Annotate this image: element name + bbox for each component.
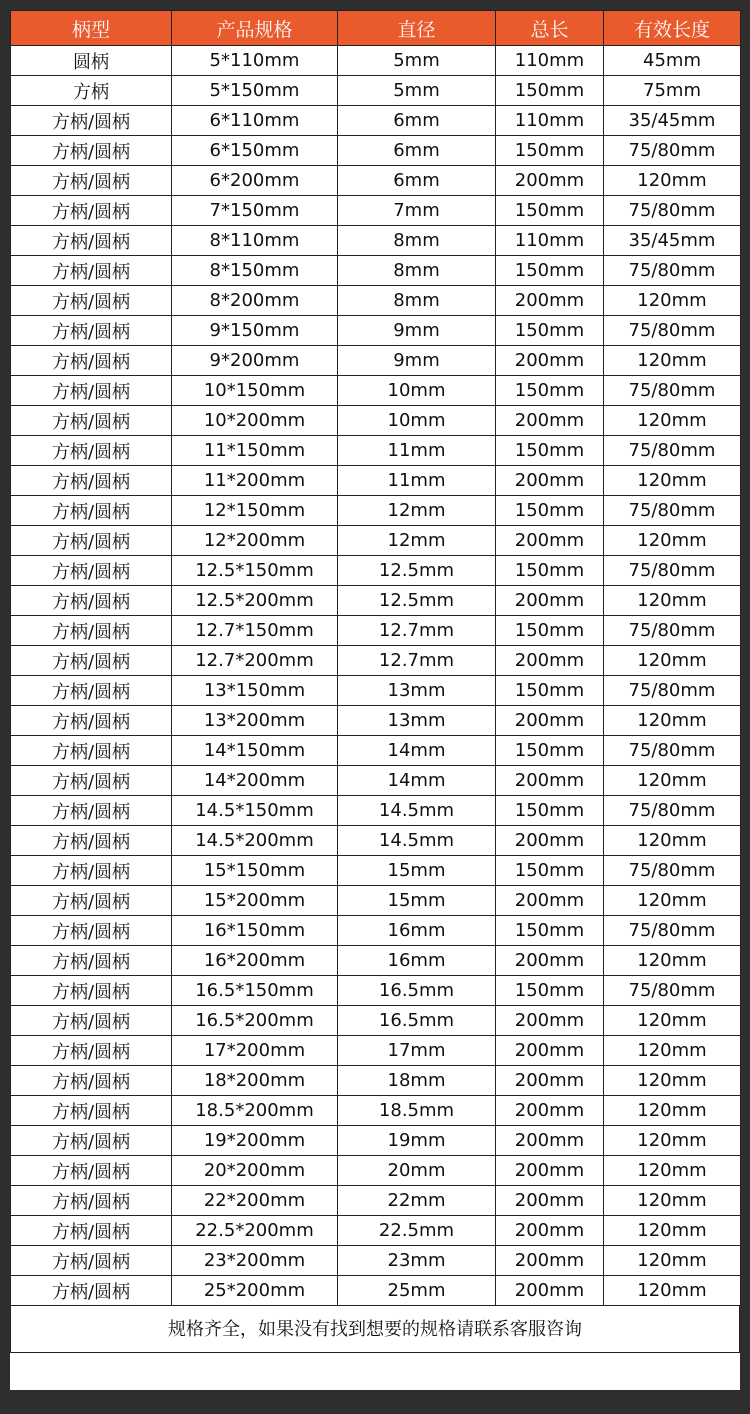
cell-effective-length: 120mm	[604, 1216, 741, 1246]
cell-product-spec: 12*150mm	[172, 496, 338, 526]
table-row	[11, 1006, 741, 1036]
table-row	[11, 136, 741, 166]
cell-total-length: 200mm	[496, 946, 604, 976]
cell-effective-length: 120mm	[604, 346, 741, 376]
cell-shank-type: 方柄/圆柄	[11, 856, 172, 886]
cell-product-spec: 22.5*200mm	[172, 1216, 338, 1246]
cell-shank-type: 方柄/圆柄	[11, 1186, 172, 1216]
cell-product-spec: 18.5*200mm	[172, 1096, 338, 1126]
cell-product-spec: 5*150mm	[172, 76, 338, 106]
table-row	[11, 346, 741, 376]
cell-total-length: 150mm	[496, 916, 604, 946]
cell-effective-length: 120mm	[604, 946, 741, 976]
cell-effective-length: 120mm	[604, 1186, 741, 1216]
cell-total-length: 200mm	[496, 646, 604, 676]
cell-total-length: 150mm	[496, 136, 604, 166]
table-row	[11, 796, 741, 826]
cell-effective-length: 75/80mm	[604, 676, 741, 706]
cell-total-length: 200mm	[496, 286, 604, 316]
cell-total-length: 150mm	[496, 376, 604, 406]
table-row	[11, 316, 741, 346]
cell-effective-length: 120mm	[604, 1006, 741, 1036]
cell-effective-length: 120mm	[604, 526, 741, 556]
table-row	[11, 826, 741, 856]
cell-shank-type: 方柄/圆柄	[11, 736, 172, 766]
cell-product-spec: 6*200mm	[172, 166, 338, 196]
table-row	[11, 1276, 741, 1306]
cell-product-spec: 12.5*200mm	[172, 586, 338, 616]
table-row	[11, 106, 741, 136]
cell-diameter: 14.5mm	[338, 796, 496, 826]
table-row	[11, 1246, 741, 1276]
cell-total-length: 150mm	[496, 436, 604, 466]
cell-effective-length: 120mm	[604, 706, 741, 736]
cell-product-spec: 12.7*200mm	[172, 646, 338, 676]
cell-diameter: 22mm	[338, 1186, 496, 1216]
header-total-length: 总长	[496, 11, 604, 46]
cell-shank-type: 方柄/圆柄	[11, 136, 172, 166]
cell-total-length: 200mm	[496, 1036, 604, 1066]
cell-product-spec: 6*110mm	[172, 106, 338, 136]
cell-product-spec: 9*150mm	[172, 316, 338, 346]
cell-shank-type: 方柄/圆柄	[11, 676, 172, 706]
cell-product-spec: 13*150mm	[172, 676, 338, 706]
cell-diameter: 9mm	[338, 346, 496, 376]
cell-product-spec: 13*200mm	[172, 706, 338, 736]
table-row	[11, 1066, 741, 1096]
cell-shank-type: 方柄/圆柄	[11, 316, 172, 346]
cell-product-spec: 17*200mm	[172, 1036, 338, 1066]
cell-total-length: 150mm	[496, 796, 604, 826]
cell-shank-type: 方柄/圆柄	[11, 796, 172, 826]
cell-shank-type: 方柄/圆柄	[11, 706, 172, 736]
cell-total-length: 150mm	[496, 736, 604, 766]
cell-diameter: 9mm	[338, 316, 496, 346]
cell-product-spec: 22*200mm	[172, 1186, 338, 1216]
table-row	[11, 376, 741, 406]
cell-effective-length: 75/80mm	[604, 736, 741, 766]
cell-product-spec: 16.5*200mm	[172, 1006, 338, 1036]
cell-total-length: 200mm	[496, 586, 604, 616]
table-row	[11, 616, 741, 646]
cell-effective-length: 120mm	[604, 586, 741, 616]
cell-total-length: 200mm	[496, 406, 604, 436]
cell-shank-type: 方柄/圆柄	[11, 1216, 172, 1246]
cell-product-spec: 16*200mm	[172, 946, 338, 976]
header-product-spec: 产品规格	[172, 11, 338, 46]
cell-product-spec: 12.7*150mm	[172, 616, 338, 646]
cell-total-length: 200mm	[496, 1096, 604, 1126]
cell-total-length: 200mm	[496, 706, 604, 736]
cell-total-length: 200mm	[496, 166, 604, 196]
cell-total-length: 150mm	[496, 976, 604, 1006]
cell-product-spec: 19*200mm	[172, 1126, 338, 1156]
cell-total-length: 200mm	[496, 826, 604, 856]
table-row	[11, 166, 741, 196]
cell-effective-length: 120mm	[604, 766, 741, 796]
cell-product-spec: 10*200mm	[172, 406, 338, 436]
cell-effective-length: 35/45mm	[604, 226, 741, 256]
cell-diameter: 13mm	[338, 706, 496, 736]
cell-effective-length: 75/80mm	[604, 796, 741, 826]
cell-diameter: 16.5mm	[338, 976, 496, 1006]
cell-diameter: 18.5mm	[338, 1096, 496, 1126]
table-header	[11, 11, 741, 46]
table-row	[11, 856, 741, 886]
cell-shank-type: 方柄/圆柄	[11, 406, 172, 436]
cell-total-length: 150mm	[496, 256, 604, 286]
cell-effective-length: 75/80mm	[604, 136, 741, 166]
cell-diameter: 17mm	[338, 1036, 496, 1066]
cell-total-length: 150mm	[496, 856, 604, 886]
table-row	[11, 736, 741, 766]
cell-diameter: 16mm	[338, 946, 496, 976]
cell-product-spec: 12.5*150mm	[172, 556, 338, 586]
table-row	[11, 886, 741, 916]
cell-diameter: 7mm	[338, 196, 496, 226]
cell-total-length: 200mm	[496, 1276, 604, 1306]
cell-shank-type: 方柄/圆柄	[11, 1276, 172, 1306]
cell-total-length: 200mm	[496, 1006, 604, 1036]
cell-effective-length: 75/80mm	[604, 196, 741, 226]
cell-effective-length: 75/80mm	[604, 916, 741, 946]
cell-product-spec: 14.5*150mm	[172, 796, 338, 826]
cell-shank-type: 方柄/圆柄	[11, 286, 172, 316]
cell-shank-type: 方柄/圆柄	[11, 526, 172, 556]
cell-effective-length: 120mm	[604, 826, 741, 856]
table-row	[11, 76, 741, 106]
cell-shank-type: 方柄/圆柄	[11, 496, 172, 526]
table-row	[11, 916, 741, 946]
cell-diameter: 18mm	[338, 1066, 496, 1096]
cell-product-spec: 11*150mm	[172, 436, 338, 466]
cell-effective-length: 120mm	[604, 466, 741, 496]
table-row	[11, 586, 741, 616]
cell-effective-length: 45mm	[604, 46, 741, 76]
cell-shank-type: 方柄/圆柄	[11, 976, 172, 1006]
table-row	[11, 676, 741, 706]
cell-shank-type: 圆柄	[11, 46, 172, 76]
cell-product-spec: 11*200mm	[172, 466, 338, 496]
cell-effective-length: 120mm	[604, 1246, 741, 1276]
cell-shank-type: 方柄/圆柄	[11, 826, 172, 856]
table-row	[11, 46, 741, 76]
cell-total-length: 110mm	[496, 46, 604, 76]
cell-diameter: 12.5mm	[338, 586, 496, 616]
cell-product-spec: 8*110mm	[172, 226, 338, 256]
cell-effective-length: 75/80mm	[604, 376, 741, 406]
cell-total-length: 200mm	[496, 1126, 604, 1156]
cell-effective-length: 75/80mm	[604, 256, 741, 286]
cell-total-length: 200mm	[496, 1156, 604, 1186]
cell-diameter: 14mm	[338, 736, 496, 766]
table-row	[11, 406, 741, 436]
cell-diameter: 10mm	[338, 406, 496, 436]
cell-total-length: 200mm	[496, 346, 604, 376]
footer-note: 规格齐全，如果没有找到想要的规格请联系客服咨询	[10, 1306, 740, 1353]
cell-total-length: 150mm	[496, 196, 604, 226]
table-row	[11, 646, 741, 676]
cell-effective-length: 75/80mm	[604, 976, 741, 1006]
table-row	[11, 526, 741, 556]
cell-product-spec: 9*200mm	[172, 346, 338, 376]
cell-shank-type: 方柄/圆柄	[11, 1126, 172, 1156]
cell-effective-length: 75/80mm	[604, 316, 741, 346]
table-row	[11, 466, 741, 496]
table-row	[11, 946, 741, 976]
cell-product-spec: 15*200mm	[172, 886, 338, 916]
cell-product-spec: 18*200mm	[172, 1066, 338, 1096]
cell-shank-type: 方柄/圆柄	[11, 586, 172, 616]
cell-product-spec: 12*200mm	[172, 526, 338, 556]
cell-diameter: 14.5mm	[338, 826, 496, 856]
cell-effective-length: 75/80mm	[604, 496, 741, 526]
cell-effective-length: 120mm	[604, 646, 741, 676]
cell-total-length: 150mm	[496, 316, 604, 346]
cell-shank-type: 方柄/圆柄	[11, 1246, 172, 1276]
table-row	[11, 286, 741, 316]
spec-sheet	[10, 10, 740, 1390]
cell-diameter: 12.5mm	[338, 556, 496, 586]
cell-product-spec: 23*200mm	[172, 1246, 338, 1276]
cell-shank-type: 方柄/圆柄	[11, 916, 172, 946]
cell-diameter: 25mm	[338, 1276, 496, 1306]
cell-total-length: 200mm	[496, 1216, 604, 1246]
cell-shank-type: 方柄/圆柄	[11, 886, 172, 916]
cell-effective-length: 120mm	[604, 1276, 741, 1306]
cell-diameter: 12.7mm	[338, 616, 496, 646]
cell-total-length: 150mm	[496, 496, 604, 526]
cell-product-spec: 14*200mm	[172, 766, 338, 796]
cell-shank-type: 方柄/圆柄	[11, 376, 172, 406]
cell-shank-type: 方柄/圆柄	[11, 346, 172, 376]
cell-product-spec: 6*150mm	[172, 136, 338, 166]
cell-total-length: 150mm	[496, 676, 604, 706]
cell-diameter: 14mm	[338, 766, 496, 796]
cell-shank-type: 方柄/圆柄	[11, 556, 172, 586]
cell-shank-type: 方柄/圆柄	[11, 226, 172, 256]
cell-shank-type: 方柄/圆柄	[11, 646, 172, 676]
cell-shank-type: 方柄/圆柄	[11, 1036, 172, 1066]
cell-diameter: 11mm	[338, 436, 496, 466]
cell-diameter: 12mm	[338, 526, 496, 556]
cell-effective-length: 75/80mm	[604, 436, 741, 466]
cell-total-length: 200mm	[496, 1186, 604, 1216]
cell-effective-length: 120mm	[604, 1156, 741, 1186]
cell-shank-type: 方柄/圆柄	[11, 436, 172, 466]
cell-diameter: 6mm	[338, 166, 496, 196]
table-row	[11, 1096, 741, 1126]
table-row	[11, 1216, 741, 1246]
cell-diameter: 16mm	[338, 916, 496, 946]
cell-diameter: 5mm	[338, 76, 496, 106]
cell-total-length: 150mm	[496, 556, 604, 586]
cell-shank-type: 方柄/圆柄	[11, 1096, 172, 1126]
cell-diameter: 19mm	[338, 1126, 496, 1156]
cell-shank-type: 方柄/圆柄	[11, 766, 172, 796]
cell-product-spec: 10*150mm	[172, 376, 338, 406]
table-row	[11, 766, 741, 796]
cell-effective-length: 120mm	[604, 1036, 741, 1066]
cell-shank-type: 方柄/圆柄	[11, 196, 172, 226]
cell-product-spec: 14.5*200mm	[172, 826, 338, 856]
header-effective-length: 有效长度	[604, 11, 741, 46]
cell-product-spec: 14*150mm	[172, 736, 338, 766]
cell-product-spec: 20*200mm	[172, 1156, 338, 1186]
cell-effective-length: 120mm	[604, 1126, 741, 1156]
cell-total-length: 200mm	[496, 466, 604, 496]
cell-diameter: 23mm	[338, 1246, 496, 1276]
cell-shank-type: 方柄/圆柄	[11, 1066, 172, 1096]
cell-shank-type: 方柄/圆柄	[11, 616, 172, 646]
table-row	[11, 1186, 741, 1216]
header-shank-type: 柄型	[11, 11, 172, 46]
cell-shank-type: 方柄/圆柄	[11, 106, 172, 136]
table-row	[11, 196, 741, 226]
cell-product-spec: 15*150mm	[172, 856, 338, 886]
cell-effective-length: 120mm	[604, 166, 741, 196]
cell-diameter: 15mm	[338, 856, 496, 886]
cell-diameter: 22.5mm	[338, 1216, 496, 1246]
table-row	[11, 1126, 741, 1156]
cell-effective-length: 75mm	[604, 76, 741, 106]
cell-product-spec: 5*110mm	[172, 46, 338, 76]
cell-shank-type: 方柄	[11, 76, 172, 106]
cell-diameter: 8mm	[338, 286, 496, 316]
table-row	[11, 256, 741, 286]
cell-diameter: 13mm	[338, 676, 496, 706]
cell-effective-length: 120mm	[604, 1066, 741, 1096]
cell-product-spec: 7*150mm	[172, 196, 338, 226]
cell-diameter: 20mm	[338, 1156, 496, 1186]
cell-diameter: 16.5mm	[338, 1006, 496, 1036]
spec-table	[10, 10, 741, 1306]
cell-diameter: 11mm	[338, 466, 496, 496]
table-row	[11, 1156, 741, 1186]
cell-diameter: 12.7mm	[338, 646, 496, 676]
table-row	[11, 436, 741, 466]
cell-effective-length: 120mm	[604, 1096, 741, 1126]
cell-effective-length: 120mm	[604, 286, 741, 316]
cell-diameter: 6mm	[338, 106, 496, 136]
cell-effective-length: 75/80mm	[604, 556, 741, 586]
cell-total-length: 110mm	[496, 106, 604, 136]
cell-product-spec: 16*150mm	[172, 916, 338, 946]
table-row	[11, 556, 741, 586]
table-row	[11, 1036, 741, 1066]
cell-shank-type: 方柄/圆柄	[11, 256, 172, 286]
cell-total-length: 200mm	[496, 1246, 604, 1276]
cell-shank-type: 方柄/圆柄	[11, 466, 172, 496]
cell-effective-length: 75/80mm	[604, 856, 741, 886]
cell-diameter: 8mm	[338, 226, 496, 256]
cell-effective-length: 120mm	[604, 406, 741, 436]
table-row	[11, 706, 741, 736]
cell-total-length: 150mm	[496, 616, 604, 646]
cell-diameter: 8mm	[338, 256, 496, 286]
cell-product-spec: 16.5*150mm	[172, 976, 338, 1006]
cell-product-spec: 8*200mm	[172, 286, 338, 316]
cell-diameter: 15mm	[338, 886, 496, 916]
table-row	[11, 976, 741, 1006]
table-row	[11, 226, 741, 256]
cell-effective-length: 120mm	[604, 886, 741, 916]
cell-shank-type: 方柄/圆柄	[11, 1006, 172, 1036]
cell-product-spec: 25*200mm	[172, 1276, 338, 1306]
cell-total-length: 200mm	[496, 886, 604, 916]
cell-diameter: 5mm	[338, 46, 496, 76]
cell-diameter: 6mm	[338, 136, 496, 166]
cell-total-length: 110mm	[496, 226, 604, 256]
cell-product-spec: 8*150mm	[172, 256, 338, 286]
cell-total-length: 200mm	[496, 526, 604, 556]
cell-diameter: 12mm	[338, 496, 496, 526]
cell-total-length: 200mm	[496, 1066, 604, 1096]
table-row	[11, 496, 741, 526]
cell-shank-type: 方柄/圆柄	[11, 166, 172, 196]
cell-effective-length: 75/80mm	[604, 616, 741, 646]
cell-shank-type: 方柄/圆柄	[11, 946, 172, 976]
cell-total-length: 150mm	[496, 76, 604, 106]
table-body	[11, 46, 741, 1306]
header-diameter: 直径	[338, 11, 496, 46]
cell-effective-length: 35/45mm	[604, 106, 741, 136]
cell-shank-type: 方柄/圆柄	[11, 1156, 172, 1186]
cell-diameter: 10mm	[338, 376, 496, 406]
cell-total-length: 200mm	[496, 766, 604, 796]
